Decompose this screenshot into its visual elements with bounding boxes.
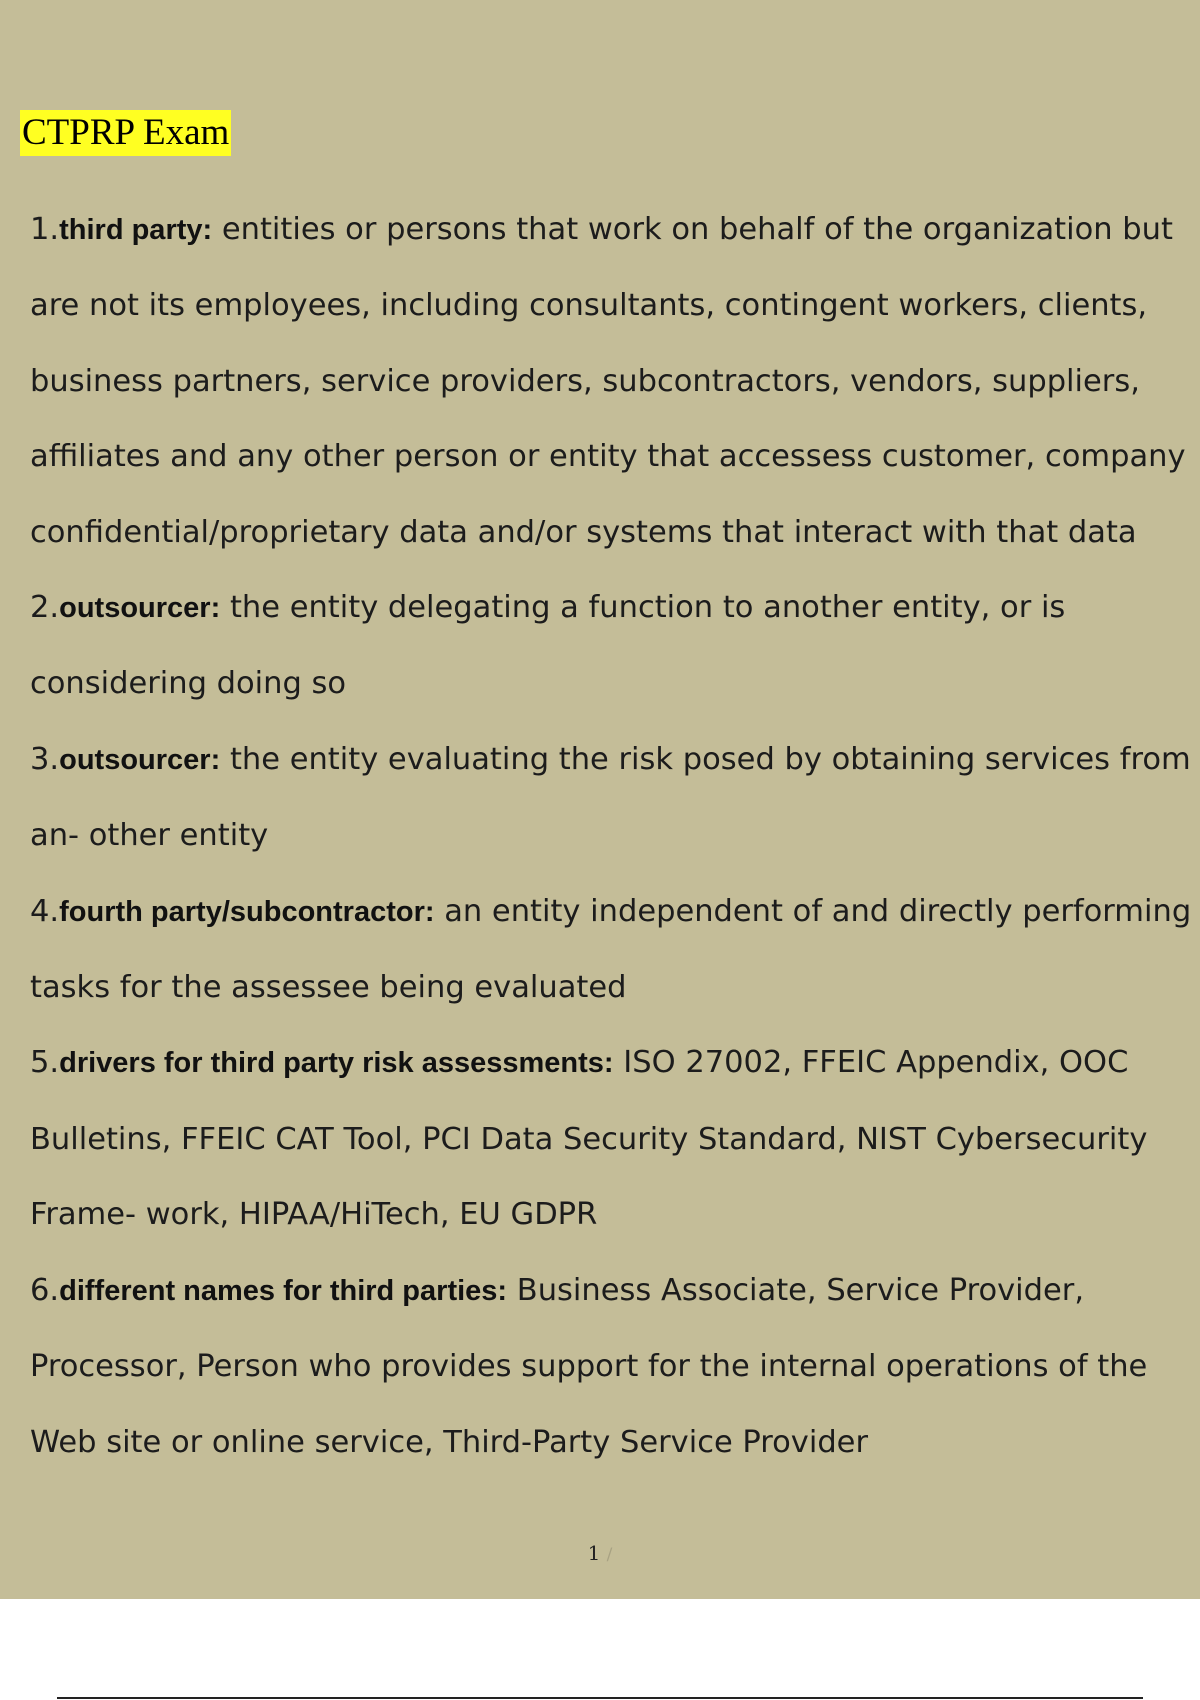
entry-term: fourth party/subcontractor: bbox=[59, 895, 435, 928]
entry-definition: an entity independent of and directly performing tasks for the assessee being evaluated bbox=[30, 893, 1192, 1006]
entry-term: drivers for third party risk assessments: bbox=[59, 1047, 614, 1080]
list-item bbox=[30, 1253, 1195, 1480]
entry-definition: the entity evaluating the risk posed by obtaining services from an- other entity bbox=[30, 741, 1191, 854]
entry-definition: Business Associate, Service Provider, Processor, Person who provides support for the internal operations of the Web site or online service, Third-Party Service Provider bbox=[30, 1272, 1148, 1460]
entry-term: outsourcer: bbox=[59, 743, 221, 776]
entry-number: 6. bbox=[30, 1272, 60, 1308]
page-number-value: 1 bbox=[587, 1541, 601, 1565]
document-title: CTPRP Exam bbox=[20, 110, 231, 156]
entry-definition: ISO 27002, FFEIC Appendix, OOC Bulletins, FFEIC CAT Tool, PCI Data Security Standard, NIST Cybersecurity Frame- work, HIPAA/HiTech, EU GDPR bbox=[30, 1045, 1148, 1233]
list-item bbox=[30, 570, 1195, 722]
list-item bbox=[30, 874, 1195, 1026]
list-item bbox=[30, 722, 1195, 874]
definition-list bbox=[30, 192, 1195, 1480]
entry-definition: the entity delegating a function to another entity, or is considering doing so bbox=[30, 590, 1066, 702]
entry-number: 1. bbox=[30, 212, 60, 247]
entry-term: different names for third parties: bbox=[59, 1274, 508, 1307]
page-number bbox=[0, 1541, 1200, 1565]
entry-term: outsourcer: bbox=[59, 592, 221, 625]
entry-number: 5. bbox=[30, 1045, 60, 1081]
list-item bbox=[30, 192, 1195, 570]
entry-number: 3. bbox=[30, 741, 60, 777]
entry-term: third party: bbox=[59, 214, 213, 246]
page-divider bbox=[57, 1697, 1143, 1699]
entry-number: 4. bbox=[30, 893, 60, 929]
entry-definition: entities or persons that work on behalf of the organization but are not its employees, including consultants, contingent workers, clients, business partners, service providers, subcontractors, vendors, suppliers, affiliates and any other person or entity that accessess customer, company confidential/proprietary data and/or systems that interact with that data bbox=[30, 212, 1186, 550]
entry-number: 2. bbox=[30, 590, 60, 626]
list-item bbox=[30, 1025, 1195, 1252]
page-number-suffix: / bbox=[606, 1545, 613, 1565]
